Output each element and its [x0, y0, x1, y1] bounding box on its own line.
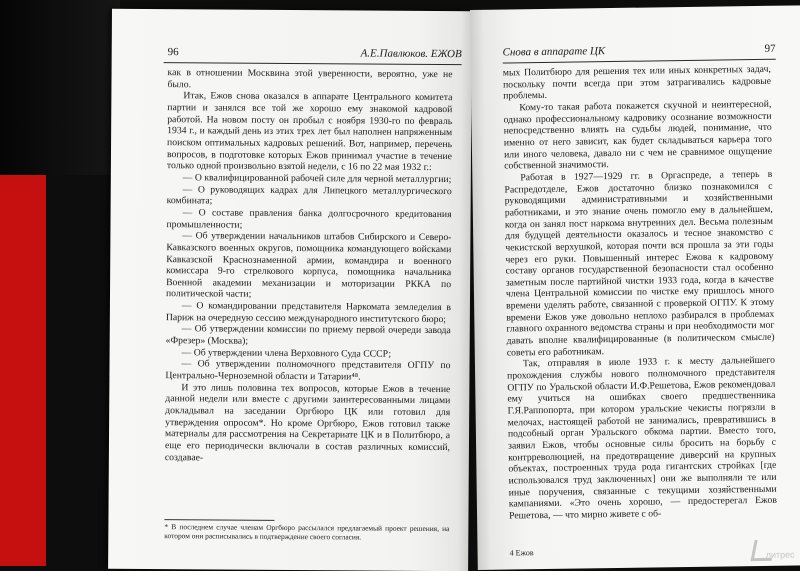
left-running-head: А.Е.Павлюков. ЕЖОВ	[360, 47, 462, 61]
paragraph: Итак, Ежов снова оказался в аппарате Центрального комитета партии и занялся все той же хорошо ему знакомой кадровой работой. На новом посту он пробыл с ноября 1930-го по февраль 1934 г., и каждый день из этих трех лет был наполнен напряженным поиском оптимальных кадровых решений. Вот, например, перечень вопросов, в подготовке которых Ежов принимал участие в течение только одной произвольно взятой недели, с 16 по 22 мая 1932 г.:	[166, 90, 453, 174]
watermark-text: литрес	[765, 549, 795, 560]
footnote-divider	[164, 519, 274, 521]
left-page-body	[165, 67, 453, 465]
list-item: — Об утверждении комиссии по приему первой очереди завода «Фрезер» (Москва);	[165, 323, 451, 347]
list-item: — О командировании представителя Наркомата земледелия в Париж на очередную сессию международного институтского бюро;	[165, 300, 451, 325]
footnote: * В последнем случае членам Оргбюро рассылался предлагаемый проект решения, на котором они расписывались в подтверждение своего согласия.	[164, 522, 450, 542]
paragraph: мых Политбюро для решения тех или иных конкретных задач, поскольку почти всегда при этом затрагивались кадровые проблемы.	[502, 63, 772, 102]
right-page-body	[503, 64, 777, 522]
book-background-dark	[0, 0, 120, 175]
paragraph: как в отношении Москвина этой уверенности, вероятно, уже не было.	[167, 67, 453, 90]
left-page-number: 96	[167, 46, 179, 59]
list-item: — О руководящих кадрах для Липецкого металлургического комбината;	[166, 183, 452, 207]
left-page-header	[164, 45, 462, 65]
list-item: — Об утверждении члена Верховного Суда СССР;	[181, 346, 392, 360]
list-item: — Об утверждении полномочного представителя ОГПУ по Центрально-Черноземной области и Татарии⁴⁸.	[165, 358, 451, 383]
right-running-head: Снова в аппарате ЦК	[502, 45, 606, 59]
right-page-header	[502, 42, 775, 64]
paragraph: Так, отправляя в июле 1933 г. к месту дальнейшего прохождения службы нового полномочного представителя ОГПУ по Уральской области И.Ф.Решетова, Ежов рекомендовал ему учиться на ошибках своего предшественника Г.Я.Раппопорта, при котором уральские чекисты погрязли в мелочах, настоящей работой не занимались, превратившись в подсобный орган Уральского обкома партии. Вместо того, заявил Ежов, чтобы основные силы бросить на борьбу с контрреволюцией, на предотвращение диверсий на крупных объектах, построенных труда рода гигантских стройках [где использовался труд заключенных] они же выполняли те или иные поручения, связанные с текущими хозяйственными кампаниями. «Это очень хорошо, — предостерегал Ежов Решетова, — что мирно живете с об-	[507, 355, 777, 522]
litres-logo-icon	[750, 538, 761, 560]
book-cover-edge	[0, 175, 46, 566]
paragraph: Работая в 1927—1929 гг. в Оргаспреде, а теперь в Распредотделе, Ежов достаточно близко познакомился с руководящими административными и хозяйственными работниками, и это знание очень помогло ему в дальнейшем, когда он занял пост наркома внутренних дел. Весьма полезным для будущей деятельности оказалось и тесное знакомство с чекистской верхушкой, которая почти вся прошла за эти годы через его руки. Повышенный интерес Ежова к кадровому составу органов государственной безопасности стал особенно заметным после партийной чистки 1933 года, когда в качестве члена Центральной комиссии по чистке ему пришлось много времени уделять работе, связанной с проверкой ОГПУ. К этому времени Ежов уже довольно неплохо разбирался в проблемах главного охранного ведомства страны и при необходимости мог давать вполне квалифицированные (в политическом смысле) советы его работникам.	[504, 168, 775, 359]
list-item: — Об утверждении начальников штабов Сибирского и Северо-Кавказского военных округов, помощника командующего войсками Кавказской Краснознаменной армии, командира и военного комиссара 9-го стрелкового корпуса, помощника начальника Военной академии механизации и моторизации РККА по политической части;	[165, 230, 452, 301]
left-page	[108, 9, 472, 571]
list-item: — О квалифицированной рабочей силе для черной металлургии;	[182, 172, 452, 186]
signature-mark: 4 Ежов	[509, 548, 534, 558]
watermark-logo	[750, 528, 794, 561]
right-page	[470, 5, 800, 570]
paragraph: И это лишь половина тех вопросов, которые Ежов в течение данной недели или вместе с другими заинтересованными лицами докладывал на заседании Оргбюро ЦК или готовил для утверждения опросом*. Но кроме Оргбюро, Ежов готовил также материалы для рассмотрения на Секретариате ЦК и в Политбюро, а еще его периодически включали в состав различных комиссий, создавае-	[164, 381, 451, 464]
list-item: — О составе правления банка долгосрочного кредитования промышленности;	[166, 207, 452, 231]
paragraph: Кому-то такая работа покажется скучной и неинтересной, однако профессиональному кадровику осознание возможности непосредственно влиять на судьбы людей, понимание, что именно от него зависит, как будет складываться карьера того или иного человека, давало ни с чем не сравнимое ощущение собственной значимости.	[503, 98, 773, 172]
right-page-number: 97	[764, 42, 776, 55]
